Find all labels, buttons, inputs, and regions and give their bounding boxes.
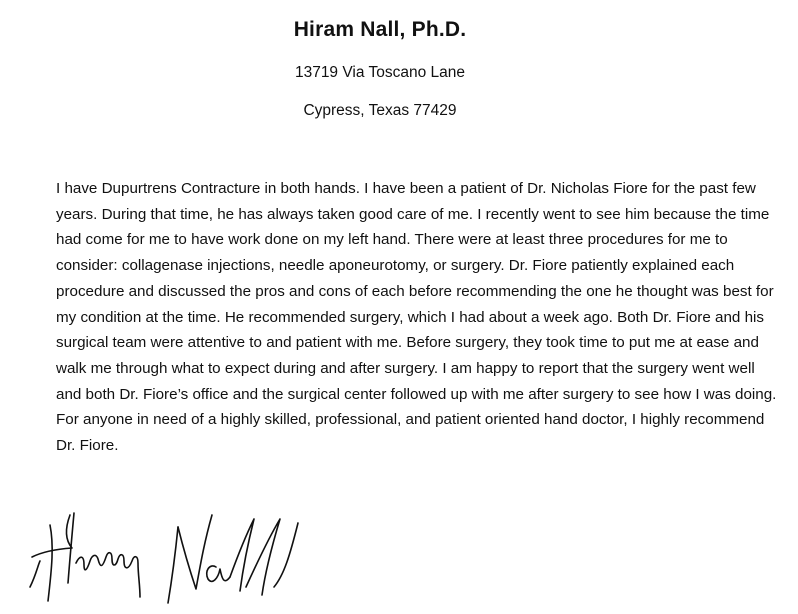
letter-body-paragraph: I have Dupurtrens Contracture in both hands. I have been a patient of Dr. Nicholas Fiore for the past few years. During that time, he has always taken good care of me. I recently went to see him because the time had come for me to have work done on my left hand. There were at least three procedures for me to consider: collagenase injections, needle aponeurotomy, or surgery. Dr. Fiore patiently explained each procedure and discussed the pros and cons of each before recommending the one he thought was best for my condition at the time. He recommended surgery, which I had about a week ago. Both Dr. Fiore and his surgical team were attentive to and patient with me. Before surgery, they took time to put me at ease and walk me through what to expect during and after surgery. I am happy to report that the surgery went well and both Dr. Fiore’s office and the surgical center followed up with me after surgery to see how I was doing. For anyone in need of a highly skilled, professional, and patient oriented hand doctor, I highly recommend Dr. Fiore. [56,180,777,455]
sender-city-state-zip: Cypress, Texas 77429 [303,102,457,119]
sender-name: Hiram Nall, Ph.D. [293,18,467,41]
handwritten-signature-icon [28,505,308,609]
sender-street-address: 13719 Via Toscano Lane [294,64,466,81]
signature [28,505,308,609]
